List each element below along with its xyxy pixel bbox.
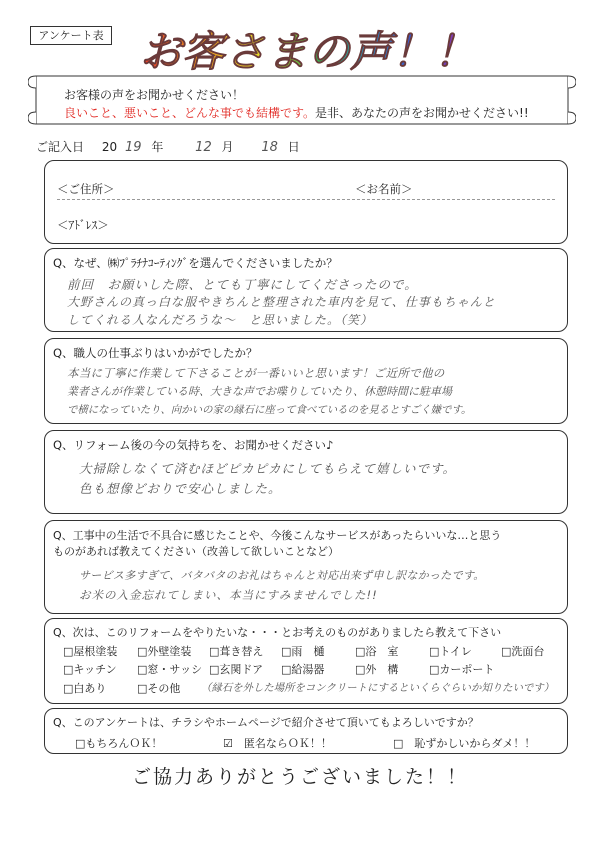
question-box-3 <box>44 430 568 514</box>
question-2: Q、職人の仕事ぶりはいかがでしたか？ <box>53 346 258 360</box>
survey-badge: アンケート表 <box>30 26 112 45</box>
question-box-6 <box>44 708 568 754</box>
question-4-line-1: Q、工事中の生活で不具合に感じたことや、今後こんなサービスがあったらいいな…と思う <box>53 529 502 542</box>
option-washstand[interactable]: □洗面台 <box>501 645 545 658</box>
date-day-unit: 日 <box>287 140 300 154</box>
intro-line-2-highlight: 良いこと、悪いこと、どんな事でも結構です。 <box>64 106 316 120</box>
option-termite[interactable]: □白あり <box>63 682 107 695</box>
option-other[interactable]: □その他 <box>137 682 181 695</box>
option-window-sash[interactable]: □窓・サッシ <box>137 663 203 676</box>
email-label: ＜ｱﾄﾞﾚｽ＞ <box>57 218 109 232</box>
answer-3-line-2: 色も想像どおりで安心しました。 <box>79 481 282 496</box>
answer-1-line-3: してくれる人なんだろうな～ と思いました。（笑） <box>67 313 374 327</box>
option-water-heater[interactable]: □給湯器 <box>281 663 325 676</box>
consent-anonymous-ok[interactable]: ☑ 匿名ならＯＫ！！ <box>223 737 332 750</box>
divider <box>57 199 555 200</box>
consent-no[interactable]: □ 恥ずかしいからダメ！！ <box>393 737 536 750</box>
other-answer: （縁石を外した場所をコンクリートにするといくらぐらいか知りたいです） <box>201 682 555 694</box>
thanks-message: ご協力ありがとうございました！！ <box>131 766 468 788</box>
contact-box <box>44 160 568 244</box>
option-exterior[interactable]: □外 構 <box>355 663 399 676</box>
option-entrance-door[interactable]: □玄関ドア <box>209 663 264 676</box>
intro-line-2-rest: 是非、あなたの声をお聞かせください!! <box>315 106 529 120</box>
question-box-4 <box>44 520 568 614</box>
question-6: Q、このアンケートは、チラシやホームページで紹介させて頂いてもよろしいですか？ <box>53 716 479 729</box>
option-roof-paint[interactable]: □屋根塗装 <box>63 645 118 658</box>
option-bathroom[interactable]: □浴 室 <box>355 645 399 658</box>
entry-date <box>36 138 300 155</box>
option-toilet[interactable]: □トイレ <box>429 645 472 658</box>
question-3: Q、リフォーム後の今の気持ちを、お聞かせください♪ <box>53 438 334 452</box>
question-5: Q、次は、このリフォームをやりたいな・・・とお考えのものがありましたら教えて下さい <box>53 626 502 639</box>
question-1: Q、なぜ、㈱ﾌﾟﾗﾁﾅｺｰﾃｨﾝｸﾞを選んでくださいましたか？ <box>53 256 338 270</box>
answer-2-line-1: 本当に丁寧に作業して下さることが一番いいと思います！ご近所で他の <box>67 366 445 380</box>
answer-3-line-1: 大掃除しなくて済むほどピカピカにしてもらえて嬉しいです。 <box>79 461 457 476</box>
date-era: 20 <box>101 140 118 154</box>
date-label: ご記入日 <box>36 140 85 154</box>
date-year-unit: 年 <box>151 140 164 154</box>
option-reroof[interactable]: □葺き替え <box>209 645 264 658</box>
intro-line-2 <box>64 104 529 121</box>
question-4-line-2: ものがあれば教えてください（改善して欲しいことなど） <box>53 545 339 558</box>
answer-1-line-1: 前回 お願いした際、とても丁寧にしてくださったので。 <box>67 277 418 292</box>
option-carport[interactable]: □カーポート <box>429 663 495 676</box>
date-month-unit: 月 <box>221 140 234 154</box>
answer-2-line-3: で横になっていたり、向かいの家の縁石に座って食べているのを見るとすごく嫌です。 <box>67 404 472 416</box>
option-gutter[interactable]: □雨 樋 <box>281 645 325 658</box>
address-label: ＜ご住所＞ <box>57 182 115 196</box>
question-box-5 <box>44 618 568 704</box>
answer-4-line-1: サービス多すぎて、バタバタのお礼はちゃんと対応出来ず申し訳なかったです。 <box>79 569 485 582</box>
answer-1-line-2: 大野さんの真っ白な服やきちんと整理された車内を見て、仕事もちゃんと <box>67 295 496 309</box>
date-month: 12 <box>195 140 212 155</box>
question-box-2 <box>44 338 568 424</box>
date-day: 18 <box>261 140 278 155</box>
name-label: ＜お名前＞ <box>355 182 413 196</box>
answer-4-line-2: お米の入金忘れてしまい、本当にすみませんでした!! <box>79 588 378 602</box>
option-kitchen[interactable]: □キッチン <box>63 663 117 676</box>
question-box-1 <box>44 248 568 332</box>
date-year: 19 <box>124 140 142 155</box>
consent-ok[interactable]: □もちろんＯＫ！ <box>75 737 163 750</box>
page-title: お客さまの声！！ <box>139 27 477 76</box>
intro-line-1: お客様の声をお聞かせください！ <box>64 88 245 102</box>
option-wall-paint[interactable]: □外壁塗装 <box>137 645 192 658</box>
answer-2-line-2: 業者さんが作業している時、大きな声でお喋りしていたり、休憩時間に駐車場 <box>67 385 452 398</box>
